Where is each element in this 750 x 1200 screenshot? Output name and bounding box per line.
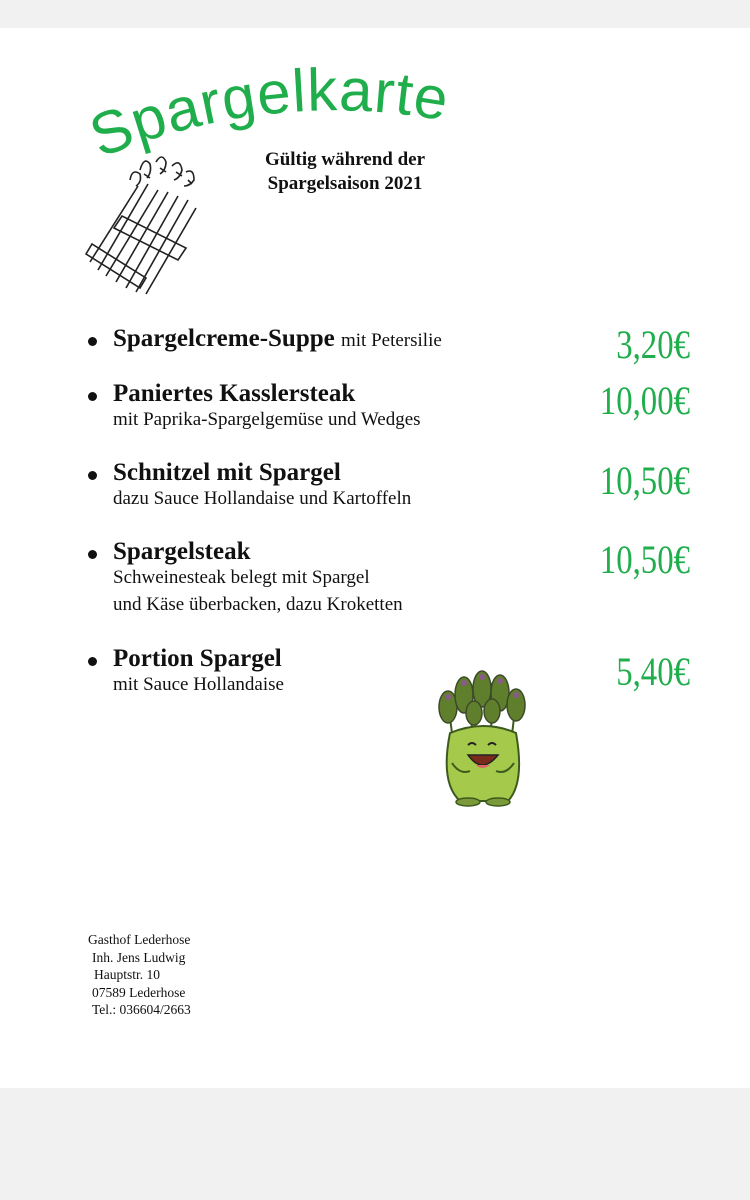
bullet-icon	[88, 657, 97, 666]
bullet-icon	[88, 337, 97, 346]
item-name: Schnitzel mit Spargel	[113, 459, 341, 486]
item-price: 10,50€	[599, 537, 690, 582]
bullet-icon	[88, 392, 97, 401]
bullet-icon	[88, 471, 97, 480]
item-description: mit Sauce Hollandaise	[113, 674, 284, 695]
item-price: 3,20€	[616, 322, 690, 367]
item-name: Paniertes Kasslersteak	[113, 380, 356, 407]
subtitle-line-2: Spargelsaison 2021	[267, 173, 423, 194]
item-inline-desc: mit Petersilie	[341, 330, 442, 351]
address-line: 07589 Lederhose	[92, 984, 186, 1000]
item-description: mit Paprika-Spargelgemüse und Wedges	[113, 409, 421, 430]
address-line: Inh. Jens Ludwig	[92, 949, 186, 965]
asparagus-mascot-icon	[430, 663, 535, 808]
address-line: Tel.: 036604/2663	[92, 1002, 191, 1017]
item-description: dazu Sauce Hollandaise und Kartoffeln	[113, 488, 412, 509]
menu-page	[0, 28, 750, 1088]
validity-note	[240, 148, 450, 196]
item-price: 5,40€	[616, 649, 690, 694]
address-block	[88, 931, 191, 1019]
bullet-icon	[88, 550, 97, 559]
asparagus-bundle-icon	[78, 150, 218, 300]
item-price: 10,00€	[599, 378, 690, 423]
item-price: 10,50€	[599, 458, 690, 503]
item-name: Spargelsteak	[113, 538, 251, 565]
item-name: Portion Spargel	[113, 645, 282, 672]
title-text: Spargelkarte	[80, 56, 454, 170]
item-description: und Käse überbacken, dazu Kroketten	[113, 594, 403, 615]
address-line: Hauptstr. 10	[94, 967, 160, 982]
item-name: Spargelcreme-Suppe	[113, 325, 335, 352]
subtitle-line-1: Gültig während der	[264, 149, 426, 170]
address-line: Gasthof Lederhose	[88, 932, 191, 947]
item-description: Schweinesteak belegt mit Spargel	[113, 567, 370, 588]
